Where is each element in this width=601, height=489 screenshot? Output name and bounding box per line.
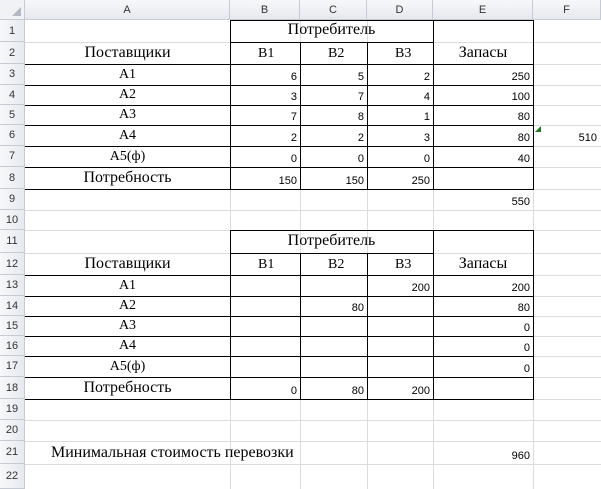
stock-value[interactable]: 0 (523, 342, 530, 354)
stock-value[interactable]: 0 (523, 322, 530, 334)
consumer-label-b2[interactable]: B2 (328, 46, 345, 61)
demand-value[interactable]: 80 (351, 385, 364, 397)
table-column-border (433, 230, 434, 400)
demand-value[interactable]: 200 (411, 385, 430, 397)
table-column-border (230, 230, 231, 400)
row-header-18[interactable]: 18 (0, 377, 25, 399)
table-column-border (230, 20, 231, 190)
row-header-10[interactable]: 10 (0, 210, 25, 230)
suppliers-header[interactable]: Поставщики (84, 255, 171, 272)
row-header-17[interactable]: 17 (0, 356, 25, 377)
supplier-name[interactable]: A2 (118, 298, 137, 313)
row-header-20[interactable]: 20 (0, 420, 25, 441)
min-cost-value[interactable]: 960 (511, 450, 530, 462)
row-header-11[interactable]: 11 (0, 230, 25, 253)
consumer-header-underline (230, 253, 434, 254)
table-column-border (300, 42, 301, 190)
table-cell-value[interactable]: 0 (423, 153, 430, 165)
row-header-8[interactable]: 8 (0, 167, 25, 189)
table-top-border (433, 230, 534, 231)
table-column-border (367, 253, 368, 400)
consumer-label-b1[interactable]: B1 (258, 46, 275, 61)
table-cell-value[interactable]: 3 (290, 91, 297, 103)
consumer-label-b3[interactable]: B3 (395, 46, 412, 61)
table-row-border (25, 275, 534, 276)
column-header-a[interactable]: A (25, 0, 230, 20)
stock-header[interactable]: Запасы (458, 255, 508, 272)
table-row-border (25, 85, 534, 86)
table-column-border (533, 20, 534, 190)
stock-value[interactable]: 200 (511, 282, 530, 294)
table-cell-value[interactable]: 7 (357, 91, 364, 103)
table-cell-value[interactable]: 4 (423, 91, 430, 103)
table-cell-value[interactable]: 6 (290, 71, 297, 83)
supplier-name[interactable]: A1 (118, 278, 137, 293)
supplier-name[interactable]: A2 (118, 87, 137, 102)
demand-label[interactable]: Потребность (83, 379, 172, 396)
table-cell-value[interactable]: 200 (411, 282, 430, 294)
demand-value[interactable]: 0 (290, 385, 297, 397)
row-header-1[interactable]: 1 (0, 20, 25, 42)
row-header-19[interactable]: 19 (0, 399, 25, 420)
demand-total-value[interactable]: 550 (511, 196, 530, 208)
consumer-header[interactable]: Потребитель (287, 231, 376, 249)
stock-value[interactable]: 40 (517, 153, 530, 165)
table-column-border (367, 42, 368, 190)
table-column-border (300, 253, 301, 400)
consumer-label-b3[interactable]: B3 (395, 257, 412, 272)
demand-value[interactable]: 250 (411, 175, 430, 187)
error-indicator-icon (535, 126, 541, 132)
select-all-corner[interactable] (0, 0, 25, 20)
table-row-border (25, 64, 534, 65)
table-row-border (25, 336, 534, 337)
table-cell-value[interactable]: 3 (423, 132, 430, 144)
table-column-border (533, 230, 534, 400)
column-header-c[interactable]: C (300, 0, 367, 20)
table-top-border (230, 230, 434, 231)
table-row-border (25, 356, 534, 357)
row-header-9[interactable]: 9 (0, 189, 25, 210)
row-header-7[interactable]: 7 (0, 146, 25, 167)
suppliers-header[interactable]: Поставщики (84, 44, 171, 61)
row-header-22[interactable]: 22 (0, 464, 25, 489)
gridline-horizontal (25, 464, 601, 465)
stock-value[interactable]: 80 (517, 132, 530, 144)
stock-value[interactable]: 100 (511, 91, 530, 103)
table-column-border (433, 20, 434, 190)
row-header-4[interactable]: 4 (0, 85, 25, 105)
table-row-border (25, 146, 534, 147)
supplier-name[interactable]: A5(ф) (109, 359, 146, 374)
consumer-header[interactable]: Потребитель (287, 21, 376, 38)
demand-value[interactable]: 150 (345, 175, 364, 187)
consumer-label-b2[interactable]: B2 (328, 257, 345, 272)
table-row-border (25, 167, 534, 168)
table-row-border (25, 296, 534, 297)
supplier-name[interactable]: A3 (118, 318, 137, 333)
table-row-border (25, 316, 534, 317)
stock-header[interactable]: Запасы (458, 44, 508, 61)
supplier-name[interactable]: A4 (118, 128, 137, 143)
row-header-6[interactable]: 6 (0, 125, 25, 146)
table-cell-value[interactable]: 80 (351, 302, 364, 314)
demand-value[interactable]: 150 (278, 175, 297, 187)
gridline-horizontal (25, 210, 601, 211)
consumer-header-underline (230, 42, 434, 43)
table-cell-value[interactable]: 1 (423, 111, 430, 123)
table-row-border (25, 125, 534, 126)
row-header-5[interactable]: 5 (0, 105, 25, 125)
table-top-border (433, 20, 534, 21)
consumer-label-b1[interactable]: B1 (258, 257, 275, 272)
row-header-2[interactable]: 2 (0, 42, 25, 64)
demand-label[interactable]: Потребность (83, 169, 172, 186)
stock-value[interactable]: 80 (517, 111, 530, 123)
column-header-f[interactable]: F (533, 0, 601, 20)
select-all-triangle-icon (12, 7, 21, 16)
row-header-13[interactable]: 13 (0, 275, 25, 296)
column-header-d[interactable]: D (367, 0, 433, 20)
table-cell-value[interactable]: 2 (290, 132, 297, 144)
table-cell-value[interactable]: 0 (290, 153, 297, 165)
stock-value[interactable]: 0 (523, 363, 530, 375)
table-top-border (230, 20, 434, 21)
gridline-horizontal (25, 420, 601, 421)
table-bottom-border (25, 399, 534, 400)
row-header-15[interactable]: 15 (0, 316, 25, 336)
supplier-name[interactable]: A5(ф) (109, 149, 146, 164)
row-header-3[interactable]: 3 (0, 64, 25, 85)
row-header-21[interactable]: 21 (0, 441, 25, 464)
supplier-name[interactable]: A3 (118, 107, 137, 122)
table-cell-value[interactable]: 7 (290, 111, 297, 123)
row-header-14[interactable]: 14 (0, 296, 25, 316)
table-cell-value[interactable]: 8 (357, 111, 364, 123)
side-value-f6[interactable]: 510 (578, 132, 597, 144)
row-header-16[interactable]: 16 (0, 336, 25, 356)
table-cell-value[interactable]: 2 (423, 71, 430, 83)
column-header-b[interactable]: B (230, 0, 300, 20)
stock-value[interactable]: 250 (511, 71, 530, 83)
row-header-12[interactable]: 12 (0, 253, 25, 275)
table-cell-value[interactable]: 2 (357, 132, 364, 144)
column-header-e[interactable]: E (433, 0, 533, 20)
min-cost-label[interactable]: Минимальная стоимость перевозки (51, 444, 294, 461)
supplier-name[interactable]: A4 (118, 338, 137, 353)
table-cell-value[interactable]: 0 (357, 153, 364, 165)
table-row-border (25, 377, 534, 378)
stock-value[interactable]: 80 (517, 302, 530, 314)
table-cell-value[interactable]: 5 (357, 71, 364, 83)
table-row-border (25, 105, 534, 106)
supplier-name[interactable]: A1 (118, 67, 137, 82)
